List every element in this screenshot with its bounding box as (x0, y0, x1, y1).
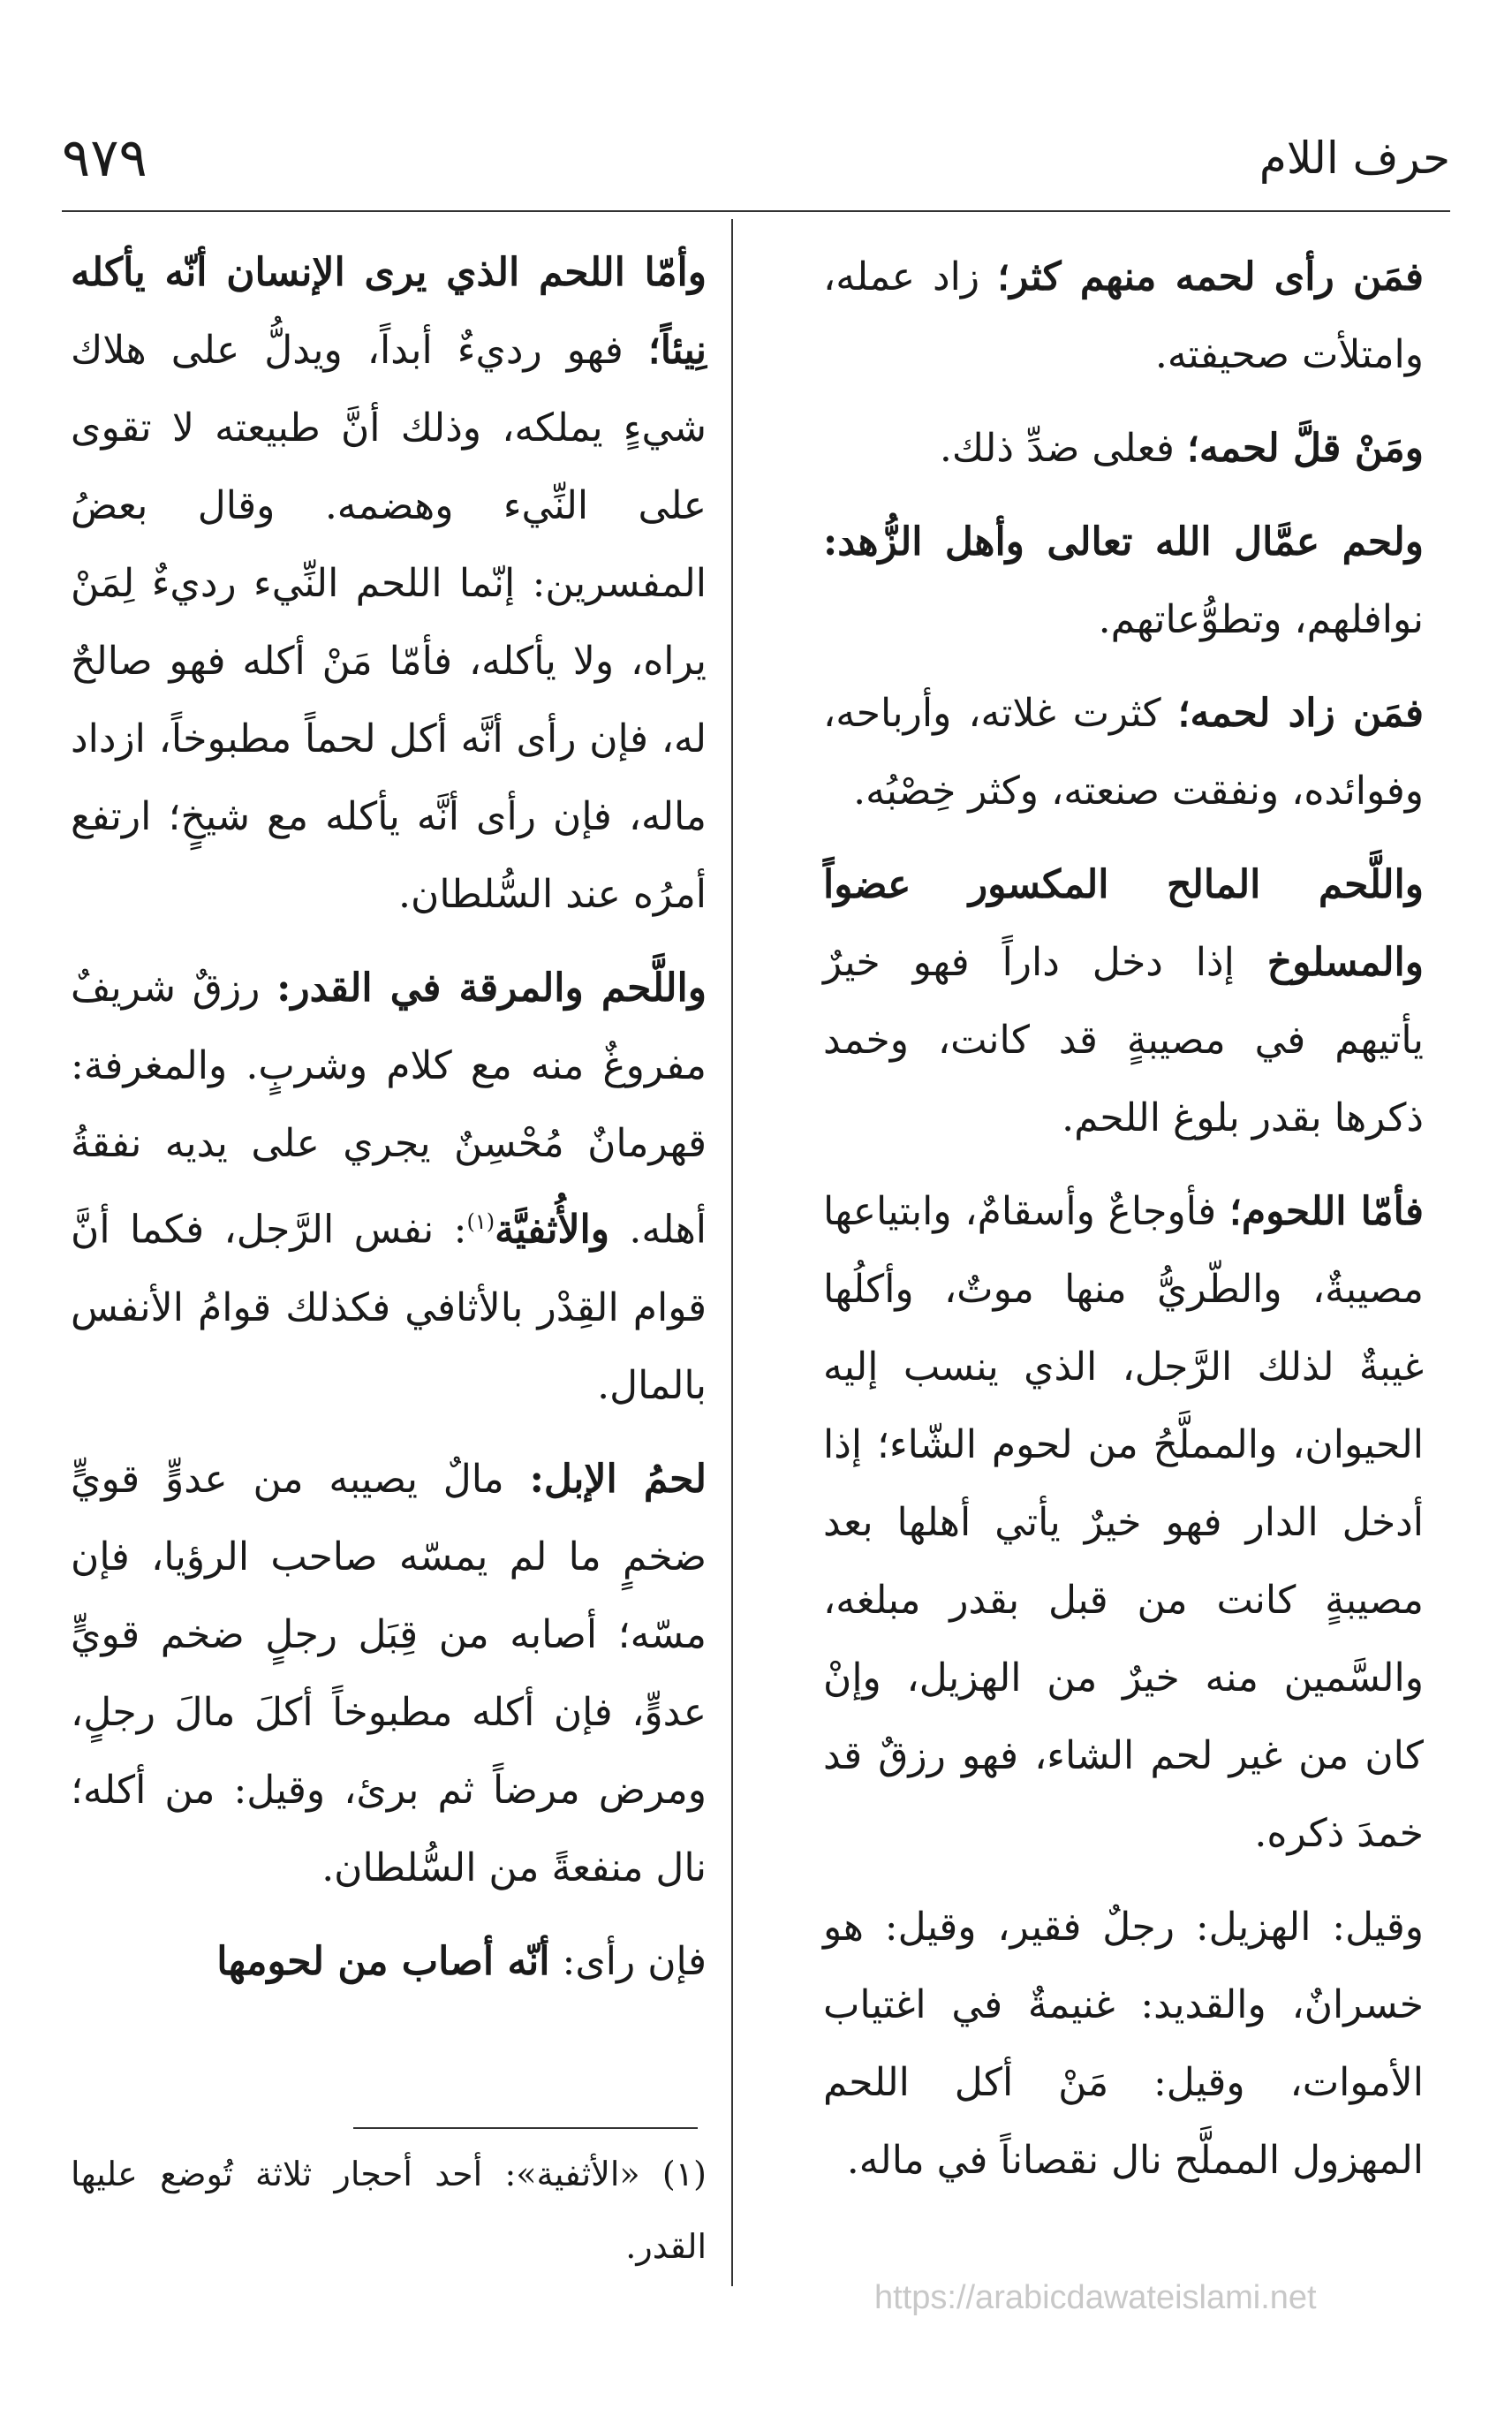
paragraph (823, 846, 1424, 1157)
column-divider (731, 219, 733, 2286)
footnote (71, 2138, 707, 2283)
page-header (62, 127, 1450, 203)
paragraph (823, 239, 1424, 394)
footnote-mark: (١) (662, 2155, 707, 2193)
paragraph-lead-secondary: والأُثفيَّة (495, 1207, 610, 1253)
paragraph-lead: واللَّحم والمرقة في القدر: (276, 966, 707, 1011)
paragraph (71, 1923, 707, 2001)
paragraph-text: رزقٌ شريفٌ مفروغٌ منه مع كلام وشربٍ. والمغرفة: قهرمانٌ مُحْسِنٌ يجري على يديه نفقةُ أهله. (71, 966, 707, 1253)
paragraph (71, 950, 707, 1425)
paragraph-lead: ومَنْ قلَّ لحمه؛ (1186, 426, 1424, 471)
paragraph (71, 1441, 707, 1907)
paragraph-lead: ولحم عمَّال الله تعالى وأهل الزُّهد: (823, 519, 1424, 564)
paragraph-text: مالٌ يصيبه من عدوٍّ قويٍّ ضخمٍ ما لم يمسّه صاحب الرؤيا، فإن مسّه؛ أصابه من قِبَل رجلٍ ضخم قويٍّ عدوٍّ، فإن أكله مطبوخاً أكلَ مالَ رجلٍ، ومرض مرضاً ثم برئ، وقيل: من أكله؛ نال منفعةً من السُّلطان. (71, 1456, 707, 1890)
page-number: ٩٧٩ (62, 127, 147, 189)
left-column (71, 234, 707, 2017)
paragraph (823, 675, 1424, 830)
chapter-title: حرف اللام (1259, 133, 1450, 184)
footnote-rule (353, 2127, 698, 2129)
paragraph-text: نوافلهم، وتطوُّعاتهم. (1098, 597, 1424, 642)
paragraph-lead: فأمّا اللحوم؛ (1228, 1189, 1424, 1234)
paragraph-text: فأوجاعٌ وأسقامٌ، وابتياعها مصيبةٌ، والطّريُّ منها موتٌ، وأكلُها غيبةٌ لذلك الرَّجل، الذي ينسب إليه الحيوان، والمملَّحُ من لحوم الشّاء؛ إذا أدخل الدار فهو خيرٌ يأتي أهلها بعد مصيبةٍ كانت من قبل بقدر مبلغه، والسَّمين منه خيرٌ من الهزيل، وإنْ كان من غير لحم الشاء، فهو رزقٌ قد خمدَ ذكره. (823, 1189, 1424, 1856)
paragraph (823, 1889, 1424, 2200)
paragraph-text: فعلى ضدِّ ذلك. (939, 426, 1187, 471)
paragraph-text: فهو رديءٌ أبداً، ويدلُّ على هلاك شيءٍ يملكه، وذلك أنَّ طبيعته لا تقوى على النِّيء وهضمه. وقال بعضُ المفسرين: إنّما اللحم النِّيء رديءٌ لِمَنْ يراه، ولا يأكله، فأمّا مَنْ أكله فهو صالحٌ له، فإن رأى أنَّه أكل لحماً مطبوخاً، ازداد ماله، فإن رأى أنَّه يأكله مع شيخٍ؛ ارتفع أمرُه عند السُّلطان. (71, 328, 707, 917)
paragraph (823, 410, 1424, 488)
header-rule (62, 210, 1450, 212)
paragraph-lead: وأمّا اللحم الذي يرى الإنسان أنّه يأكله نِيئاً؛ (71, 250, 707, 373)
paragraph (71, 234, 707, 934)
paragraph-lead: فمَن رأى لحمه منهم كثر؛ (997, 254, 1424, 299)
paragraph-lead: واللَّحم المالح المكسور عضواً والمسلوخ (823, 862, 1424, 985)
paragraph-text-secondary: : نفس الرَّجل، فكما أنَّ قوام القِدْر بالأثافي فكذلك قوامُ الأنفس بالمال. (71, 1207, 707, 1408)
right-column (823, 239, 1424, 2216)
paragraph (823, 504, 1424, 659)
paragraph (823, 1173, 1424, 1873)
paragraph-lead-secondary: أنّه أصاب من لحومها (216, 1938, 550, 1984)
paragraph-text: وقيل: الهزيل: رجلٌ فقير، وقيل: هو خسرانٌ، والقديد: غنيمةٌ في اغتياب الأموات، وقيل: مَنْ أكل اللحم المهزول المملَّح نال نقصاناً في ماله. (823, 1905, 1424, 2183)
paragraph-lead: لحمُ الإبل: (529, 1456, 707, 1502)
footnote-text: «الأثفية»: أحد أحجار ثلاثة تُوضع عليها القدر. (71, 2155, 707, 2266)
paragraph-text: فإن رأى: (549, 1938, 707, 1984)
watermark-url: https://arabicdawateislami.net (874, 2279, 1317, 2316)
footnote-marker: (١) (466, 1209, 495, 1234)
paragraph-text: زاد عمله، وامتلأت صحيفته. (823, 254, 1424, 377)
paragraph-text: إذا دخل داراً فهو خيرٌ يأتيهم في مصيبةٍ قد كانت، وخمد ذكرها بقدر بلوغ اللحم. (823, 940, 1424, 1140)
paragraph-lead: فمَن زاد لحمه؛ (1177, 691, 1425, 736)
paragraph-text: كثرت غلاته، وأرباحه، وفوائده، ونفقت صنعته، وكثر خِصْبُه. (823, 691, 1424, 814)
